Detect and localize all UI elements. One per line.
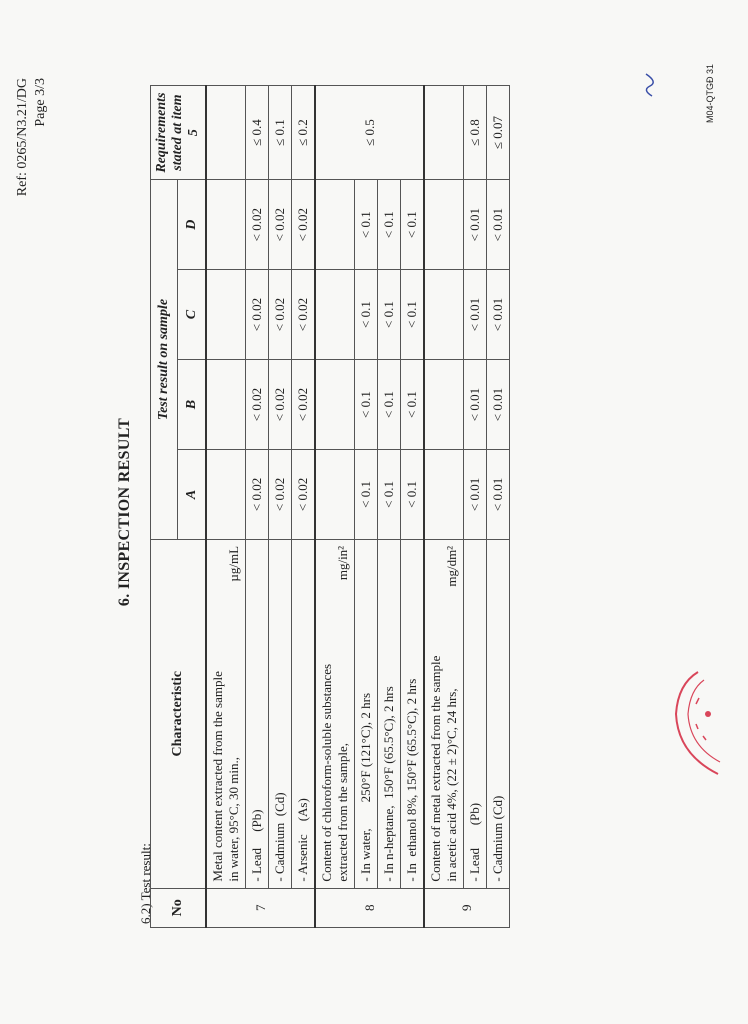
table-row [355, 86, 378, 928]
row-label: - Arsenic (As) [292, 539, 316, 888]
results-table [150, 85, 510, 928]
value-cell: < 0.01 [487, 360, 510, 450]
row-label: - In water, 250°F (121°C), 2 hrs [355, 539, 378, 888]
row-label: - Lead (Pb) [246, 539, 269, 888]
col-header-no: No [151, 888, 207, 927]
requirement-cell: ≤ 0.2 [292, 86, 316, 180]
value-cell: < 0.02 [292, 180, 316, 270]
value-cell: < 0.01 [464, 270, 487, 360]
section-title: 6. INSPECTION RESULT [116, 417, 133, 607]
table-row [269, 86, 292, 928]
value-cell: < 0.02 [269, 449, 292, 539]
value-cell: < 0.02 [292, 270, 316, 360]
stamp-star [705, 711, 711, 717]
table-row [487, 86, 510, 928]
value-cell: < 0.02 [269, 270, 292, 360]
value-cell: < 0.1 [355, 449, 378, 539]
value-cell: < 0.02 [292, 360, 316, 450]
item-number-7: 7 [206, 888, 315, 927]
table-row [246, 86, 269, 928]
value-cell: < 0.1 [378, 449, 401, 539]
requirements-line-1: Requirements [154, 92, 169, 173]
handwritten-initial [638, 70, 662, 100]
value-cell: < 0.02 [269, 360, 292, 450]
page-number: Page 3/3 [33, 78, 48, 127]
value-cell: < 0.02 [292, 449, 316, 539]
table-row [464, 86, 487, 928]
unit-label: µg/mL [226, 545, 241, 582]
value-cell: < 0.01 [487, 449, 510, 539]
table-row [315, 86, 355, 928]
value-cell: < 0.1 [378, 270, 401, 360]
table-row [401, 86, 425, 928]
value-cell: < 0.1 [378, 360, 401, 450]
value-cell: < 0.02 [246, 270, 269, 360]
stamp-marks [696, 698, 706, 740]
requirements-line-2: stated at item 5 [170, 94, 201, 171]
requirement-cell: ≤ 0.4 [246, 86, 269, 180]
value-cell: < 0.02 [269, 180, 292, 270]
row-label: - Lead (Pb) [464, 539, 487, 888]
requirement-cell: ≤ 0.5 [315, 86, 424, 180]
requirement-cell: ≤ 0.07 [487, 86, 510, 180]
group-title: Content of chloroform-soluble substances extracted from the sample, mg/in² [315, 539, 355, 888]
reference-number: Ref: 0265/N3.21/DG [15, 78, 30, 197]
col-header-requirements [151, 86, 207, 180]
col-header-sample-b: B [178, 360, 206, 450]
table-row [206, 86, 246, 928]
unit-label: mg/dm² [444, 545, 459, 587]
stamp-arc-inner [688, 680, 720, 762]
row-label: - In n-heptane, 150°F (65.5°C), 2 hrs [378, 539, 401, 888]
table-row [424, 86, 464, 928]
value-cell: < 0.01 [464, 180, 487, 270]
value-cell: < 0.1 [355, 180, 378, 270]
group-title: Content of metal extracted from the sample in acetic acid 4%, (22 ± 2)°C, 24 hrs, mg/dm² [424, 539, 464, 888]
value-cell: < 0.02 [246, 449, 269, 539]
table-row [292, 86, 316, 928]
value-cell: < 0.02 [246, 180, 269, 270]
value-cell: < 0.01 [464, 360, 487, 450]
col-header-sample-a: A [178, 449, 206, 539]
value-cell: < 0.1 [401, 449, 425, 539]
requirement-cell: ≤ 0.8 [464, 86, 487, 180]
form-code: M04-QTGĐ 31 [705, 64, 715, 124]
col-header-test-result: Test result on sample [151, 180, 178, 540]
row-label: - Cadmium (Cd) [269, 539, 292, 888]
row-label: - In ethanol 8%, 150°F (65.5°C), 2 hrs [401, 539, 425, 888]
group-title: Metal content extracted from the sample in water, 95°C, 30 min., µg/mL [206, 539, 246, 888]
requirement-cell: ≤ 0.1 [269, 86, 292, 180]
value-cell: < 0.1 [401, 360, 425, 450]
value-cell: < 0.02 [246, 360, 269, 450]
value-cell: < 0.1 [355, 360, 378, 450]
value-cell: < 0.1 [378, 180, 401, 270]
value-cell: < 0.01 [464, 449, 487, 539]
value-cell: < 0.01 [487, 270, 510, 360]
seal-stamp [668, 664, 728, 784]
col-header-characteristic: Characteristic [151, 539, 207, 888]
table-row [378, 86, 401, 928]
unit-label: mg/in² [335, 545, 350, 581]
reference-block [14, 78, 50, 196]
item-number-8: 8 [315, 888, 424, 927]
row-label: - Cadmium (Cd) [487, 539, 510, 888]
value-cell: < 0.1 [401, 180, 425, 270]
item-number-9: 9 [424, 888, 510, 927]
header-row-1 [151, 86, 178, 928]
value-cell: < 0.1 [401, 270, 425, 360]
test-result-subheading: 6.2) Test result: [138, 843, 153, 924]
value-cell: < 0.01 [487, 180, 510, 270]
col-header-sample-c: C [178, 270, 206, 360]
col-header-sample-d: D [178, 180, 206, 270]
value-cell: < 0.1 [355, 270, 378, 360]
